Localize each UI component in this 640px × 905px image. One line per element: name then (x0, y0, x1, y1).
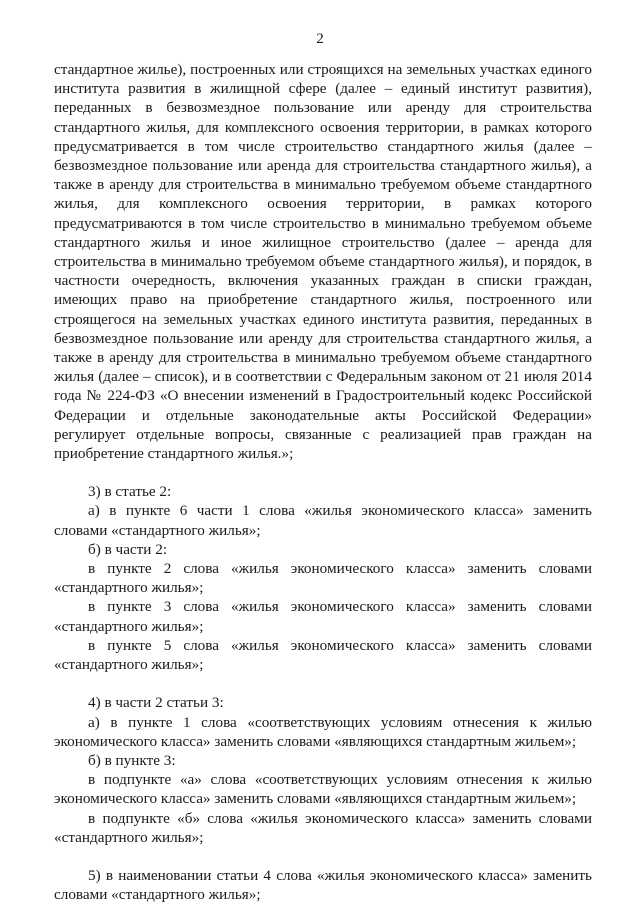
paragraph-item-4b: б) в пункте 3: (88, 751, 176, 769)
paragraph-item-4b-subpoint-a: в подпункте «а» слова «соответствующих условиям отнесения к жилью экономического класса» заменить словами «являющихся стандартным жильем»; (54, 771, 592, 808)
paragraph-continuation: стандартное жилье), построенных или строящихся на земельных участках единого института развития в жилищной сфере (далее – единый институт развития), переданных в безвозмездное пользование или аренду для строительства стандартного жилья, для комплексного освоения территории, в рамках которого предусматривается в том числе строительство стандартного жилья (далее – безвозмездное пользование или аренда для строительства стандартного жилья), а также в аренду для строительства в минимально требуемом объеме стандартного жилья, для комплексного освоения территории, в рамках которого предусматриваются в том числе строительство в минимально требуемом объеме стандартного жилья и иное жилищное строительство (далее – аренда для строительства в минимально требуемом объеме стандартного жилья), и порядок, в частности очередность, включения указанных граждан в списки граждан, имеющих право на приобретение стандартного жилья, построенного или строящегося на земельных участках единого института развития, переданных в безвозмездное пользование или аренду для строительства стандартного жилья, а также в аренду для строительства в минимально требуемом объеме стандартного жилья (далее – список), и в соответствии с Федеральным законом от 21 июля 2014 года № 224-ФЗ «О внесении изменений в Градостроительный кодекс Российской Федерации и отдельные законодательные акты Российской Федерации» регулирует отдельные вопросы, связанные с реализацией прав граждан на приобретение стандартного жилья.»; (54, 61, 592, 463)
paragraph-item-4b-subpoint-b: в подпункте «б» слова «жилья экономического класса» заменить словами «стандартного жилья»; (54, 809, 592, 846)
paragraph-item-3: 3) в статье 2: (88, 483, 172, 501)
paragraph-item-4: 4) в части 2 статьи 3: (88, 694, 224, 712)
paragraph-item-3a: а) в пункте 6 части 1 слова «жилья экономического класса» заменить словами «стандартного жилья»; (54, 502, 592, 539)
paragraph-item-3b-point-5: в пункте 5 слова «жилья экономического класса» заменить словами «стандартного жилья»; (54, 636, 592, 674)
paragraph-item-4a: а) в пункте 1 слова «соответствующих условиям отнесения к жилью экономического класса» заменить словами «являющихся стандартным жильем»; (54, 713, 592, 750)
document-body (54, 60, 592, 904)
paragraph-item-5: 5) в наименовании статьи 4 слова «жилья экономического класса» заменить словами «стандартного жилья»; (54, 866, 592, 904)
page-number: 2 (316, 31, 324, 47)
paragraph-item-3b-point-3: в пункте 3 слова «жилья экономического класса» заменить словами «стандартного жилья»; (54, 598, 592, 635)
paragraph-item-3b-point-2: в пункте 2 слова «жилья экономического класса» заменить словами «стандартного жилья»; (54, 560, 592, 597)
paragraph-item-3b: б) в части 2: (88, 540, 168, 558)
